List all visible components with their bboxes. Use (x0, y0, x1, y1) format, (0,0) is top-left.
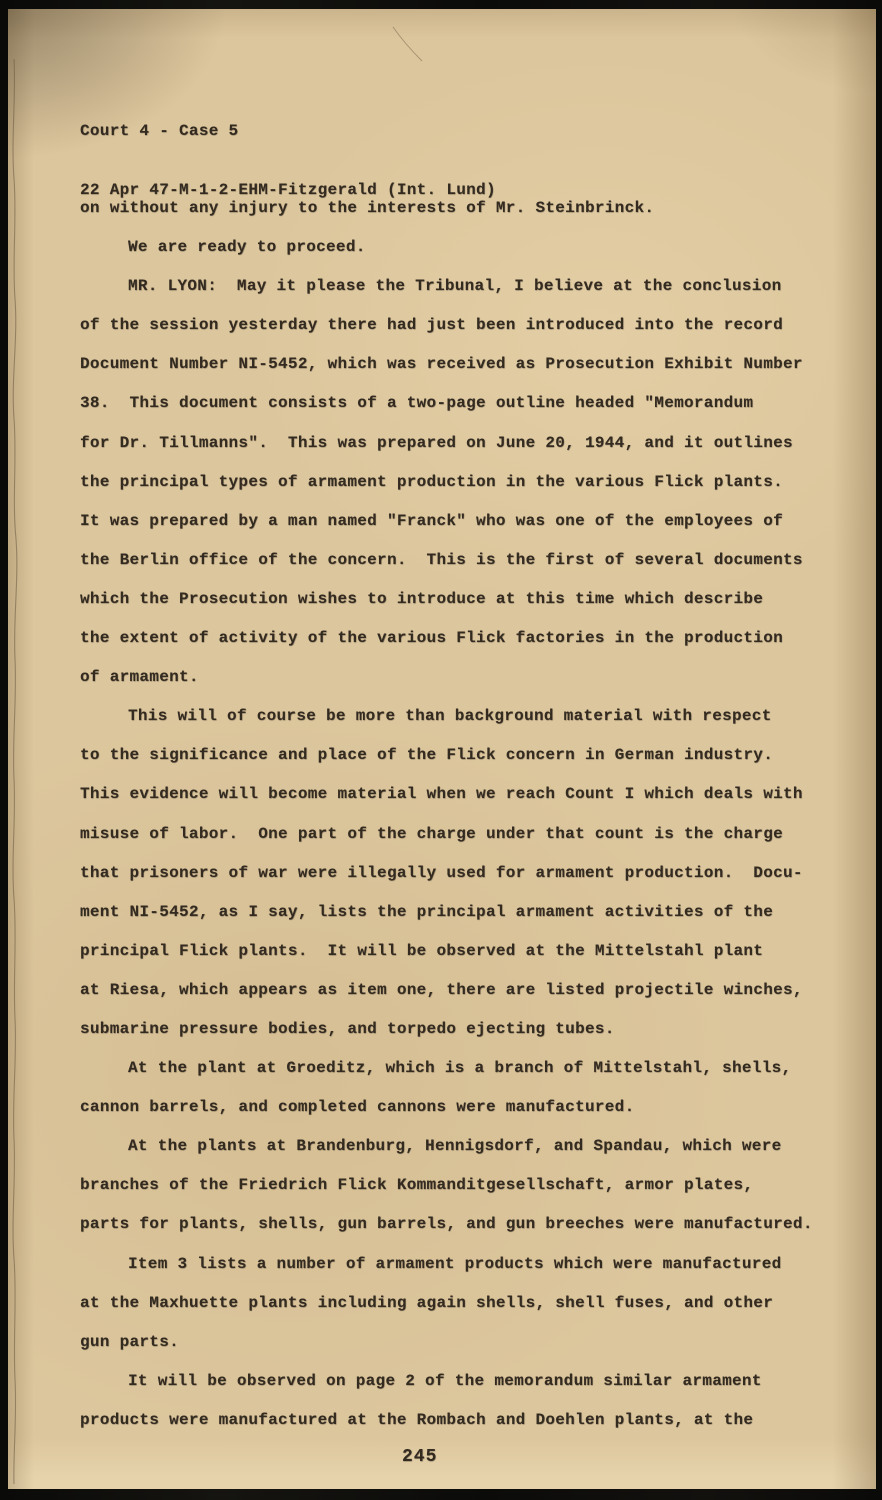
transcript-line: ment NI-5452, as I say, lists the principal armament activities of the (80, 902, 774, 921)
transcript-line: products were manufactured at the Rombach and Doehlen plants, at the (80, 1410, 754, 1429)
transcript-line: of armament. (80, 668, 199, 687)
transcript-line: at Riesa, which appears as item one, there are listed projectile winches, (80, 980, 803, 999)
transcript-line: on without any injury to the interests of Mr. Steinbrinck. (80, 199, 655, 217)
transcript-line: the Berlin office of the concern. This is the first of several documents (80, 550, 803, 569)
transcript-line: It will be observed on page 2 of the memorandum similar armament (128, 1371, 762, 1390)
transcript-line: to the significance and place of the Flick concern in German industry. (80, 746, 774, 765)
transcript-line: principal Flick plants. It will be observed at the Mittelstahl plant (80, 941, 764, 960)
transcript-line: of the session yesterday there had just been introduced into the record (80, 316, 784, 335)
transcript-body (80, 189, 840, 1440)
transcript-line: At the plant at Groeditz, which is a branch of Mittelstahl, shells, (128, 1059, 792, 1078)
transcript-line: branches of the Friedrich Flick Kommanditgesellschaft, armor plates, (80, 1176, 754, 1195)
transcript-line: for Dr. Tillmanns". This was prepared on June 20, 1944, and it outlines (80, 433, 793, 452)
transcript-line: It was prepared by a man named "Franck" who was one of the employees of (80, 511, 784, 530)
transcript-line: Document Number NI-5452, which was received as Prosecution Exhibit Number (80, 355, 803, 374)
paper-sheet (8, 9, 876, 1489)
transcript-line: submarine pressure bodies, and torpedo ejecting tubes. (80, 1019, 615, 1038)
scratch-mark (393, 27, 422, 61)
transcript-line: the extent of activity of the various Flick factories in the production (80, 629, 784, 648)
transcript-line: that prisoners of war were illegally used for armament production. Docu- (80, 863, 803, 882)
transcript-line: parts for plants, shells, gun barrels, and gun breeches were manufactured. (80, 1215, 813, 1234)
header-court-case-line: Court 4 - Case 5 (80, 122, 239, 140)
transcript-line: cannon barrels, and completed cannons were manufactured. (80, 1098, 635, 1117)
transcript-line: the principal types of armament production in the various Flick plants. (80, 472, 784, 491)
transcript-line: MR. LYON: May it please the Tribunal, I believe at the conclusion (128, 277, 782, 296)
transcript-line: misuse of labor. One part of the charge under that count is the charge (80, 824, 784, 843)
transcript-line: which the Prosecution wishes to introduce at this time which describe (80, 589, 764, 608)
transcript-line: Item 3 lists a number of armament products which were manufactured (128, 1254, 782, 1273)
header-session-info-line: 22 Apr 47-M-1-2-EHM-Fitzgerald (Int. Lund) (80, 180, 496, 199)
transcript-line: At the plants at Brandenburg, Hennigsdorf, and Spandau, which were (128, 1137, 782, 1156)
transcript-line: We are ready to proceed. (128, 238, 366, 257)
page-number: 245 (402, 1447, 438, 1467)
transcript-line: This will of course be more than background material with respect (128, 707, 772, 726)
transcript-line: This evidence will become material when we reach Count I which deals with (80, 785, 803, 804)
transcript-line: at the Maxhuette plants including again shells, shell fuses, and other (80, 1293, 774, 1312)
transcript-line: gun parts. (80, 1332, 180, 1351)
transcript-line: 38. This document consists of a two-page outline headed "Memorandum (80, 394, 754, 413)
